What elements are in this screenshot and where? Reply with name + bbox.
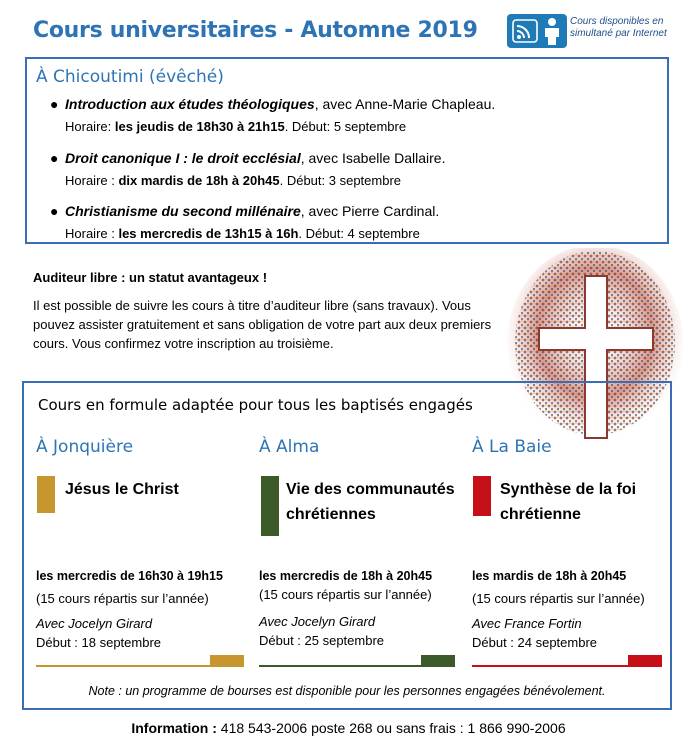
course-schedule: les jeudis de 18h30 à 21h15	[114, 119, 285, 134]
color-swatch	[37, 476, 55, 513]
information-label: Information :	[131, 720, 217, 736]
course-schedule: les mercredis de 16h30 à 19h15	[36, 569, 223, 583]
adapted-courses-box	[22, 381, 672, 710]
course-count: (15 cours répartis sur l’année)	[472, 591, 645, 606]
course-name: Christianisme du second millénaire	[65, 203, 301, 219]
location-column	[259, 383, 474, 708]
course-name: Droit canonique I : le droit ecclésial	[65, 150, 301, 166]
course-start: Début : 24 septembre	[472, 635, 598, 650]
badge-caption: Cours disponibles en simultané par Internet	[570, 16, 667, 39]
course-title: Vie des communautés chrétiennes	[286, 481, 455, 523]
location-name: À Jonquière	[36, 437, 134, 457]
course-schedule: dix mardis de 18h à 20h45	[118, 173, 280, 188]
course-schedule: les mercredis de 18h à 20h45	[259, 569, 433, 583]
chicoutimi-box	[25, 57, 669, 244]
page-title: Cours universitaires - Automne 2019	[33, 18, 478, 43]
course-teacher: Avec France Fortin	[472, 616, 582, 631]
course-count: (15 cours répartis sur l’année)	[36, 591, 209, 606]
auditeur-title: Auditeur libre : un statut avantageux !	[33, 270, 268, 285]
course-teacher: , avec Anne-Marie Chapleau.	[314, 96, 496, 112]
wifi-icon	[512, 18, 538, 44]
course-teacher: Avec Jocelyn Girard	[36, 616, 153, 631]
location-name: À La Baie	[472, 437, 552, 457]
divider-block	[210, 655, 244, 667]
course-item	[50, 203, 440, 241]
divider-block	[628, 655, 662, 667]
course-schedule: les mardis de 18h à 20h45	[472, 569, 627, 583]
chicoutimi-title: À Chicoutimi (évêché)	[36, 67, 224, 87]
course-title: Jésus le Christ	[65, 481, 179, 498]
schedule-label: Horaire:	[65, 119, 115, 134]
scholarship-note: Note : un programme de bourses est disponible pour les personnes engagées bénévolement.	[88, 684, 606, 698]
course-start: . Début: 3 septembre	[279, 173, 402, 188]
bullet-icon: ●	[50, 203, 59, 219]
schedule-label: Horaire :	[65, 173, 119, 188]
course-schedule: les mercredis de 13h15 à 16h	[118, 226, 299, 241]
location-column	[472, 383, 687, 708]
course-start: . Début: 5 septembre	[284, 119, 407, 134]
information-line	[0, 720, 697, 736]
course-title: Synthèse de la foi chrétienne	[500, 481, 637, 523]
course-start: . Début: 4 septembre	[298, 226, 420, 241]
course-item	[50, 96, 496, 134]
course-name: Introduction aux études théologiques	[65, 96, 315, 112]
course-start: Début : 25 septembre	[259, 633, 385, 648]
location-column	[36, 383, 251, 708]
schedule-label: Horaire :	[65, 226, 119, 241]
course-count: (15 cours répartis sur l’année)	[259, 587, 432, 602]
bullet-icon: ●	[50, 96, 59, 112]
auditeur-text: Il est possible de suivre les cours à titre d’auditeur libre (sans travaux). Vous pouvez assister gratuitement et sans obligation de votre part aux deux premiers cours. Vous confirmez votre inscription au troisième.	[33, 298, 492, 351]
location-name: À Alma	[259, 437, 320, 457]
simulcast-badge	[507, 14, 567, 48]
information-text: 418 543-2006 poste 268 ou sans frais : 1 866 990-2006	[216, 720, 566, 736]
course-teacher: , avec Pierre Cardinal.	[300, 203, 440, 219]
course-start: Début : 18 septembre	[36, 635, 162, 650]
bullet-icon: ●	[50, 150, 59, 166]
person-icon	[541, 17, 563, 45]
adapted-title: Cours en formule adaptée pour tous les baptisés engagés	[38, 396, 473, 414]
course-teacher: Avec Jocelyn Girard	[259, 614, 376, 629]
divider-block	[421, 655, 455, 667]
course-item	[50, 150, 446, 188]
color-swatch	[261, 476, 279, 536]
color-swatch	[473, 476, 491, 516]
course-teacher: , avec Isabelle Dallaire.	[300, 150, 446, 166]
